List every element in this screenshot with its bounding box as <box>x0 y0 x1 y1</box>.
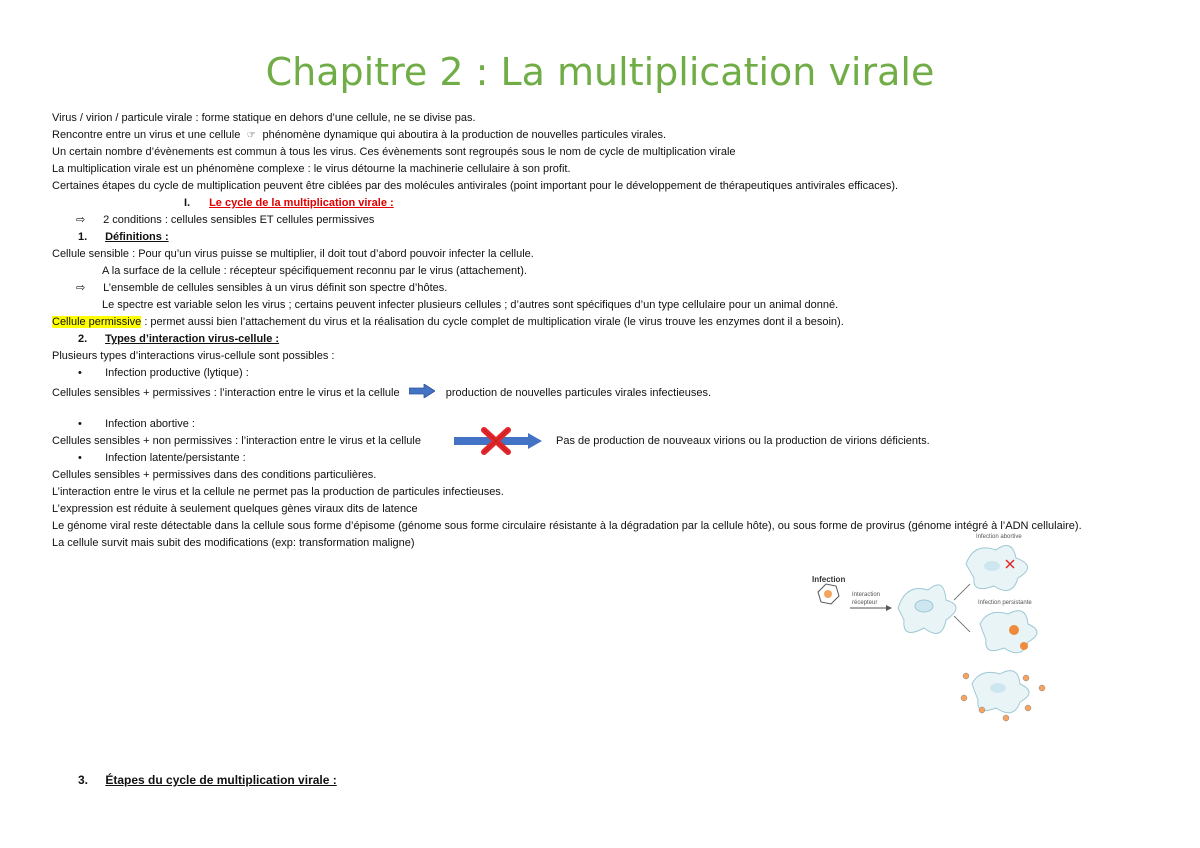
intro-line-2 <box>52 127 1172 144</box>
latent-line-3: L’expression est réduite à seulement quelques gènes viraux dits de latence <box>52 503 418 515</box>
bullet-icon: • <box>78 418 82 430</box>
subsection-2-number: 2. <box>78 333 88 345</box>
bullet-icon: • <box>78 367 82 379</box>
productive-bullet <box>52 365 1172 382</box>
interaction-label: Interaction <box>852 592 881 598</box>
intro-line-4: La multiplication virale est un phénomène complexe : le virus détourne la machinerie cellulaire à son profit. <box>52 163 571 175</box>
released-virion <box>979 707 985 713</box>
intro-line-5: Certaines étapes du cycle de multiplication peuvent être ciblées par des molécules antivirales (point important pour le développement de thérapeutiques antivirales efficaces). <box>52 180 899 192</box>
intro-line-2-end: phénomène dynamique qui aboutira à la production de nouvelles particules virales. <box>262 129 667 141</box>
released-virion <box>1025 705 1031 711</box>
latent-line-1: Cellules sensibles + permissives dans des conditions particulières. <box>52 469 377 481</box>
abortive-right: Pas de production de nouveaux virions ou la production de virions déficients. <box>556 435 930 447</box>
lytic-nucleus <box>990 683 1006 693</box>
cell-nucleus <box>915 600 933 612</box>
entry-arrow-head <box>886 605 892 611</box>
permissive-highlight: Cellule permissive <box>52 316 142 328</box>
outline-arrow-icon: ⇨ <box>76 214 86 226</box>
spectre-text: L’ensemble de cellules sensibles à un virus définit son spectre d’hôtes. <box>103 282 448 294</box>
section-1-heading <box>52 195 1172 212</box>
productive-right: production de nouvelles particules virales infectieuses. <box>445 387 712 399</box>
virus-core <box>824 590 832 598</box>
receptor-label: récepteur <box>852 600 878 606</box>
intro-line-2-start: Rencontre entre un virus et une cellule <box>52 129 241 141</box>
permissive-definition <box>52 314 1172 331</box>
subsection-2-title: Types d’interaction virus-cellule : <box>105 333 280 345</box>
latent-line-4: Le génome viral reste détectable dans la cellule sous forme d’épisome (génome sous forme circulaire résistante à la dégradation par la cellule hôte), ou sous forme de provirus (génome intégré à l’ADN cellulaire). <box>52 520 1082 532</box>
page-title: Chapitre 2 : La multiplication virale <box>265 50 935 94</box>
abortive-label: Infection abortive <box>976 534 1022 540</box>
arrow-abortive <box>954 584 970 600</box>
conditions-line <box>52 212 1172 229</box>
released-virion <box>1023 675 1029 681</box>
abortive-left: Cellules sensibles + non permissives : l’interaction entre le virus et la cellule <box>52 435 421 447</box>
released-virion <box>1003 715 1009 721</box>
permissive-text: : permet aussi bien l’attachement du virus et la réalisation du cycle complet de multiplication virale (le virus trouve les enzymes dont il a besoin). <box>141 316 844 328</box>
subsection-1-heading <box>52 229 1172 246</box>
subsection-3-number: 3. <box>78 773 89 787</box>
abortive-nucleus <box>984 561 1000 571</box>
persistent-label: Infection persistante <box>978 600 1032 606</box>
subsection-1-number: 1. <box>78 231 88 243</box>
abortive-line <box>52 433 1172 450</box>
persistent-virus <box>1009 625 1019 635</box>
interactions-intro: Plusieurs types d’interactions virus-cellule sont possibles : <box>52 350 335 362</box>
surface-line: A la surface de la cellule : récepteur spécifiquement reconnu par le virus (attachement). <box>102 265 527 277</box>
abortive-bullet <box>52 416 1172 433</box>
infection-diagram-svg <box>806 528 1056 728</box>
productive-title: Infection productive (lytique) : <box>105 367 249 379</box>
latent-line-2: L’interaction entre le virus et la cellule ne permet pas la production de particules infectieuses. <box>52 486 504 498</box>
sensible-definition: Cellule sensible : Pour qu’un virus puisse se multiplier, il doit tout d’abord pouvoir infecter la cellule. <box>52 248 534 260</box>
abortive-title: Infection abortive : <box>105 418 195 430</box>
document-body <box>52 110 1172 552</box>
arrow-lytic <box>954 616 970 632</box>
productive-left: Cellules sensibles + permissives : l’interaction entre le virus et la cellule <box>52 387 400 399</box>
latent-line-5: La cellule survit mais subit des modifications (exp: transformation maligne) <box>52 537 415 549</box>
subsection-3-heading <box>78 772 337 789</box>
released-virion <box>1039 685 1045 691</box>
persistent-cell <box>980 611 1037 653</box>
spectre-line <box>52 280 1172 297</box>
conditions-text: 2 conditions : cellules sensibles ET cellules permissives <box>103 214 375 226</box>
spectre-variable-line: Le spectre est variable selon les virus ; certains peuvent infecter plusieurs cellules ; d’autres sont spécifiques d’un type cellulaire pour un animal donné. <box>102 299 839 311</box>
intro-line-1: Virus / virion / particule virale : forme statique en dehors d’une cellule, ne se divise pas. <box>52 112 476 124</box>
latent-bullet <box>52 450 1172 467</box>
latent-title: Infection latente/persistante : <box>105 452 246 464</box>
section-1-title: Le cycle de la multiplication virale : <box>209 197 394 209</box>
blue-arrow-icon <box>409 384 435 398</box>
subsection-3-title: Étapes du cycle de multiplication virale : <box>105 773 337 787</box>
outline-arrow-icon: ⇨ <box>76 282 86 294</box>
subsection-2-heading <box>52 331 1172 348</box>
infection-label: Infection <box>812 575 846 584</box>
bullet-icon: • <box>78 452 82 464</box>
subsection-1-title: Définitions : <box>105 231 169 243</box>
intro-line-3: Un certain nombre d’évènements est commun à tous les virus. Ces évènements sont regroupés sous le nom de cycle de multiplication virale <box>52 146 736 158</box>
released-virion <box>963 673 969 679</box>
persistent-virus <box>1020 642 1028 650</box>
infection-diagram <box>806 528 1056 728</box>
released-virion <box>961 695 967 701</box>
productive-line <box>52 382 1172 399</box>
section-1-number: I. <box>184 197 191 209</box>
spacer <box>52 399 1172 416</box>
right-hand-pointer-icon: ☞ <box>246 130 256 141</box>
